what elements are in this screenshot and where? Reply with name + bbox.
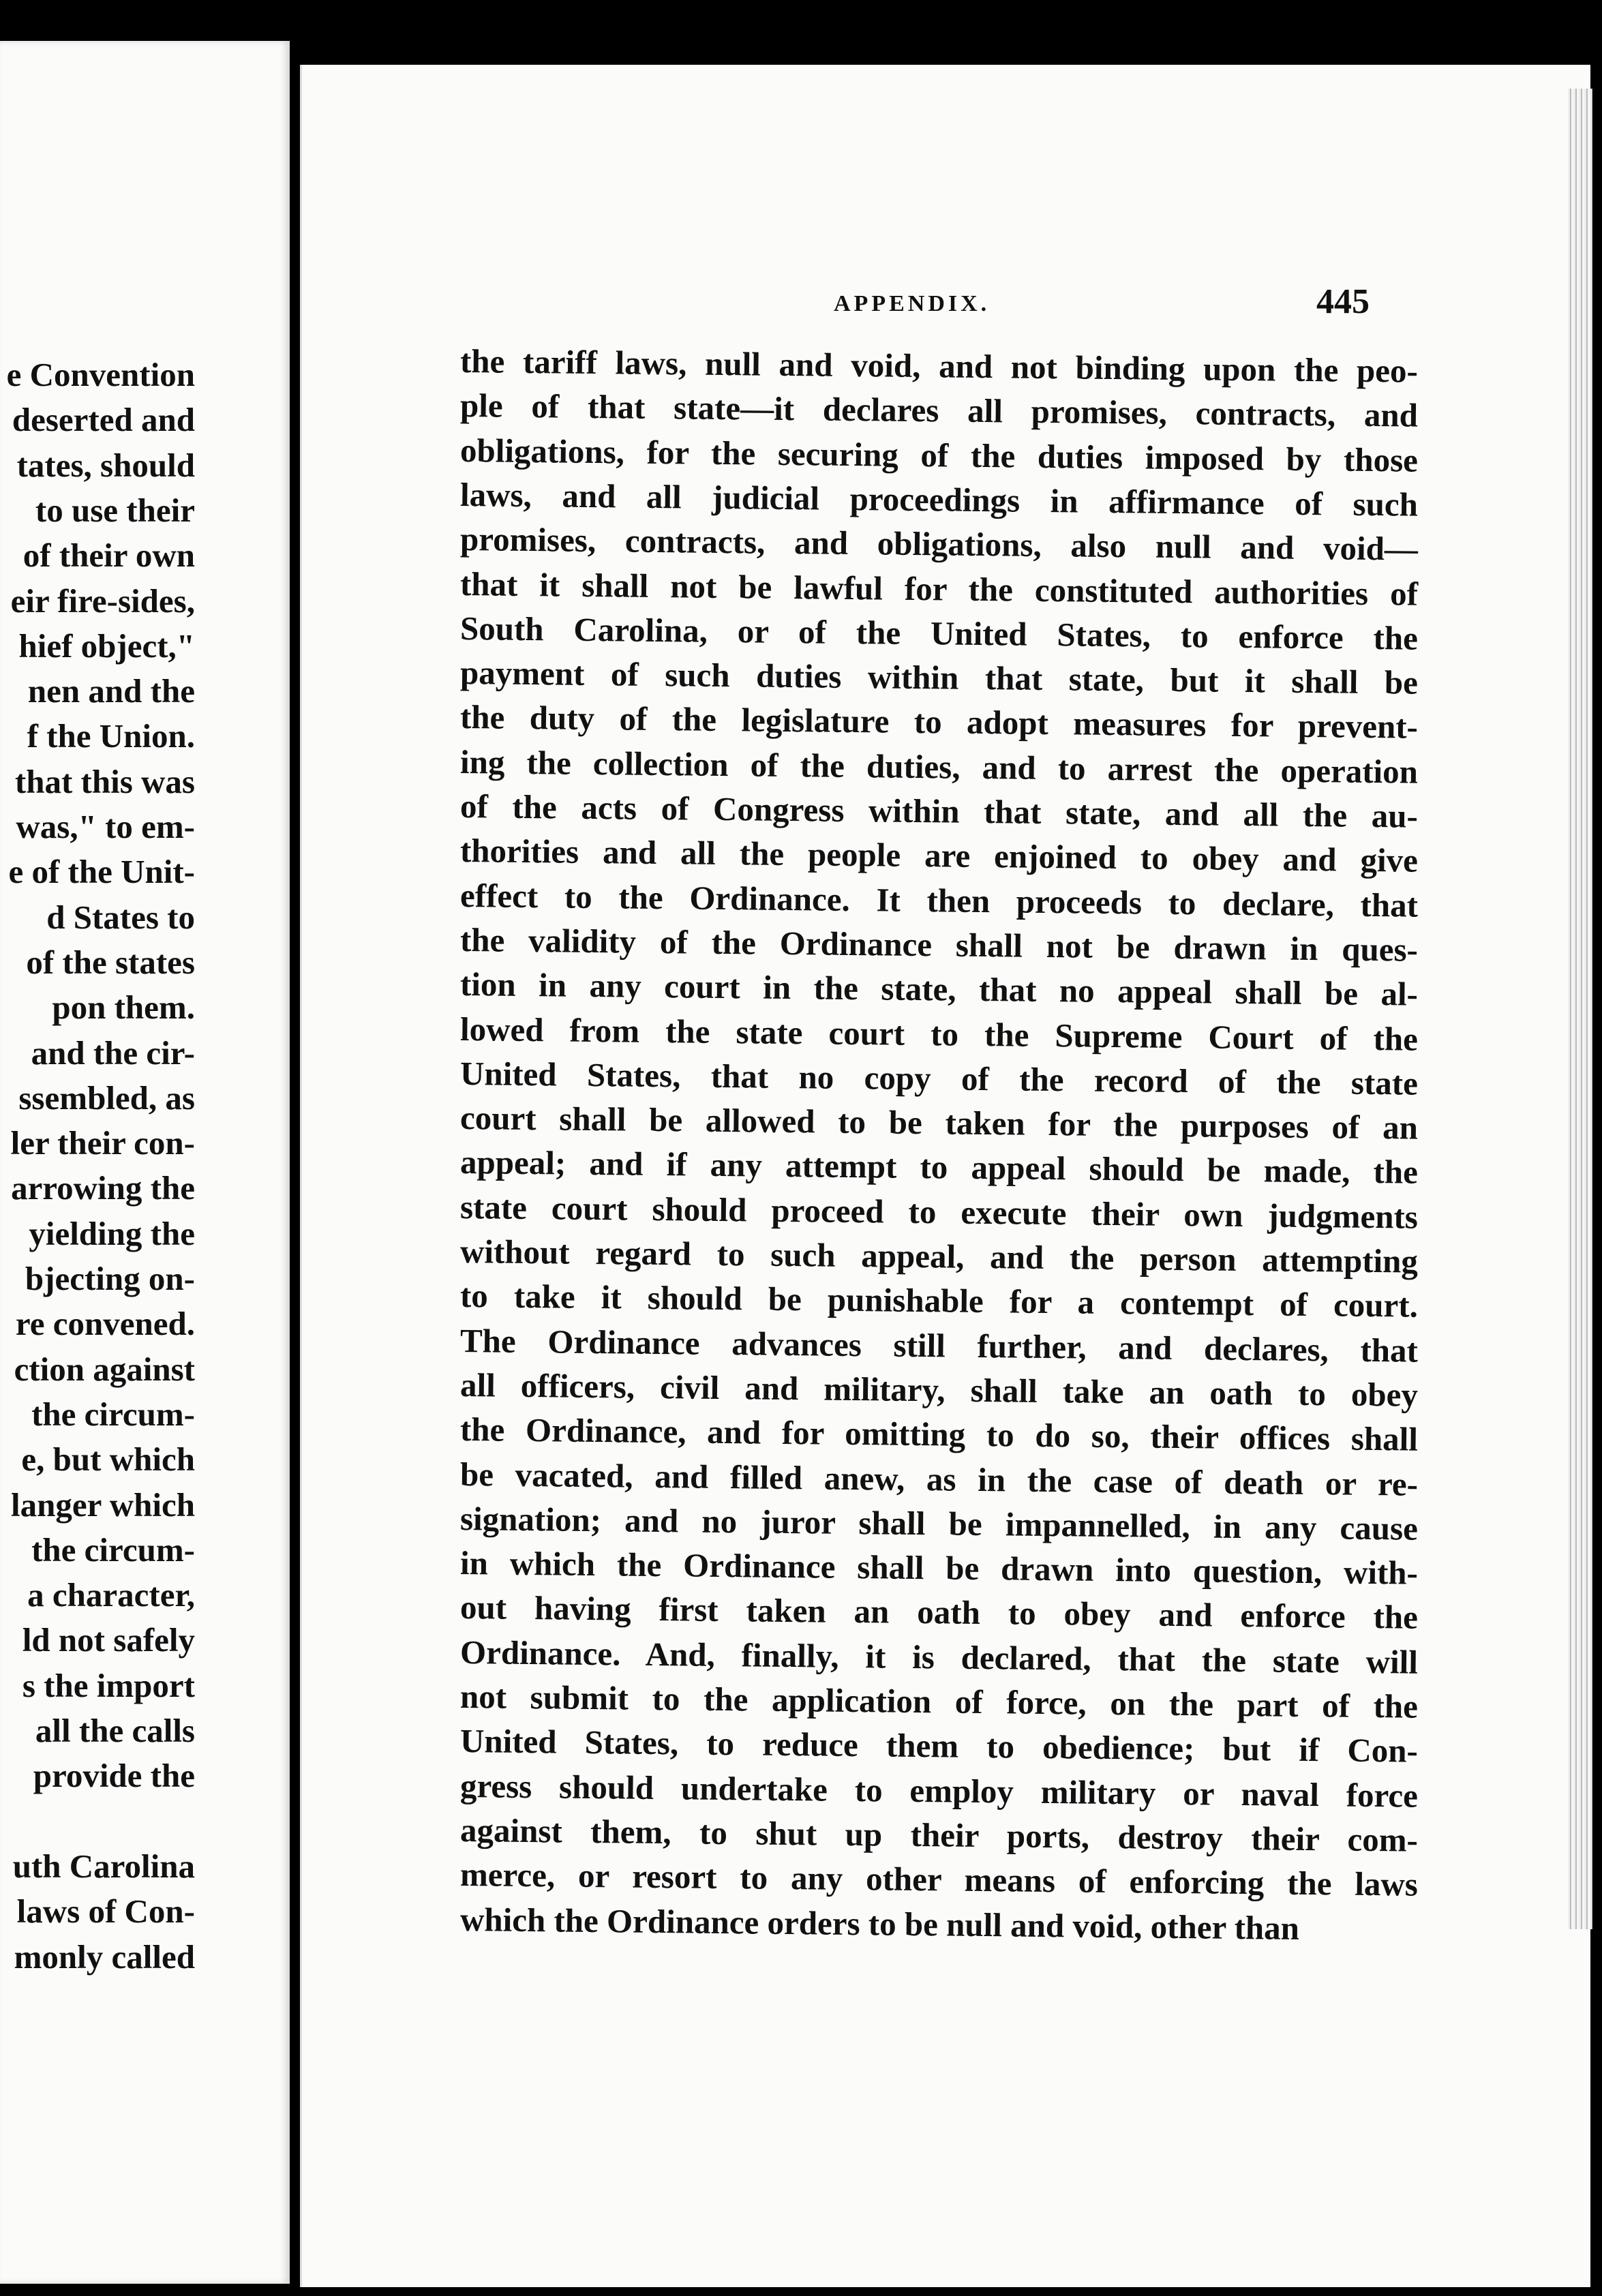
- text-line: monly called: [14, 1937, 195, 1976]
- text-line: the duty of the legislature to adopt measures for prevent-: [459, 698, 1419, 746]
- text-line: provide the: [33, 1757, 195, 1795]
- text-line: that this was: [14, 762, 195, 800]
- text-line: not submit to the application of force, on the part of the: [459, 1678, 1419, 1725]
- text-line: out having first taken an oath to obey and enforce the: [459, 1588, 1419, 1637]
- text-line: ssembled, as: [18, 1078, 195, 1117]
- right-page: [300, 65, 1590, 2287]
- text-line: of their own: [22, 537, 195, 575]
- text-line: appeal; and if any attempt to appeal should be made, the: [459, 1143, 1419, 1192]
- text-line: ction against: [14, 1350, 195, 1388]
- text-line: nen and the: [27, 672, 195, 710]
- text-line: e Convention: [6, 356, 195, 393]
- text-line: to use their: [35, 491, 195, 529]
- text-line: be vacated, and filled anew, as in the case of death or re-: [459, 1455, 1419, 1503]
- text-line: of the states: [26, 943, 195, 981]
- text-line: ld not safely: [22, 1621, 195, 1659]
- text-line: and the cir-: [31, 1033, 195, 1072]
- text-line: to take it should be punishable for a contempt of court.: [459, 1277, 1419, 1325]
- text-line: which the Ordinance orders to be null and void, other than: [459, 1900, 1300, 1947]
- text-line: deserted and: [12, 401, 195, 439]
- text-line: South Carolina, or of the United States, to enforce the: [459, 609, 1419, 657]
- text-line: against them, to shut up their ports, destroy their com-: [459, 1811, 1419, 1859]
- text-line: effect to the Ordinance. It then proceeds to declare, that: [459, 876, 1419, 924]
- text-line: re convened.: [15, 1305, 195, 1343]
- text-line: e, but which: [21, 1440, 195, 1479]
- text-line: lowed from the state court to the Supreme Court of the: [459, 1010, 1419, 1058]
- left-page: [0, 41, 290, 2284]
- text-line: signation; and no juror shall be impannelled, in any cause: [459, 1499, 1419, 1547]
- text-line: f the Union.: [27, 717, 195, 755]
- text-line: langer which: [11, 1485, 195, 1524]
- text-line: the validity of the Ordinance shall not be drawn in ques-: [459, 920, 1419, 969]
- text-line: all officers, civil and military, shall take an oath to obey: [459, 1365, 1419, 1414]
- page-number: 445: [1316, 282, 1370, 321]
- text-line: laws of Con-: [16, 1892, 195, 1931]
- text-line: of the acts of Congress within that state, and all the au-: [459, 787, 1419, 835]
- text-line: the circum-: [31, 1395, 195, 1433]
- text-line: The Ordinance advances still further, and declares, that: [459, 1321, 1419, 1370]
- text-line: hief object,": [18, 626, 195, 665]
- text-line: d States to: [46, 898, 195, 936]
- text-line: ler their con-: [10, 1124, 195, 1162]
- text-line: the Ordinance, and for omitting to do so, their offices shall: [459, 1410, 1419, 1458]
- text-line: court shall be allowed to be taken for the purposes of an: [459, 1099, 1419, 1147]
- text-line: in which the Ordinance shall be drawn into question, with-: [459, 1544, 1419, 1592]
- text-line: a character,: [27, 1576, 195, 1614]
- text-line: the circum-: [31, 1530, 195, 1569]
- text-line: s the import: [22, 1666, 195, 1704]
- text-line: e of the Unit-: [8, 853, 195, 891]
- text-line: bjecting on-: [25, 1260, 195, 1297]
- text-line: payment of such duties within that state, but it shall be: [459, 654, 1419, 701]
- text-line: all the calls: [35, 1712, 195, 1749]
- text-line: thorities and all the people are enjoined to obey and give: [459, 832, 1419, 880]
- text-line: ing the collection of the duties, and to arrest the operation: [459, 742, 1419, 791]
- text-line: ple of that state—it declares all promises, contracts, and: [459, 387, 1419, 435]
- text-line: arrowing the: [11, 1169, 195, 1207]
- text-line: uth Carolina: [12, 1847, 195, 1885]
- text-line: United States, to reduce them to obedience; but if Con-: [459, 1722, 1419, 1770]
- text-line: that it shall not be lawful for the constituted authorities of: [459, 564, 1419, 613]
- text-line: tion in any court in the state, that no appeal shall be al-: [459, 965, 1419, 1013]
- text-line: promises, contracts, and obligations, also null and void—: [459, 520, 1419, 568]
- text-line: without regard to such appeal, and the person attempting: [459, 1233, 1419, 1280]
- text-line: gress should undertake to employ military or naval force: [459, 1766, 1419, 1815]
- text-line: eir fire-sides,: [10, 581, 195, 620]
- text-line: tates, should: [16, 446, 195, 484]
- text-line: pon them.: [52, 988, 195, 1027]
- text-line: the tariff laws, null and void, and not binding upon the peo-: [459, 342, 1419, 390]
- page-edges: [1568, 89, 1592, 1929]
- text-line: Ordinance. And, finally, it is declared, that the state will: [459, 1633, 1419, 1681]
- text-line: state court should proceed to execute their own judgments: [459, 1188, 1419, 1236]
- text-line: was," to em-: [16, 808, 195, 845]
- text-line: laws, and all judicial proceedings in affirmance of such: [459, 475, 1419, 524]
- text-line: yielding the: [29, 1214, 195, 1252]
- running-head: APPENDIX.: [834, 291, 991, 316]
- text-line: obligations, for the securing of the duties imposed by those: [459, 431, 1419, 479]
- text-line: United States, that no copy of the record of the state: [459, 1054, 1419, 1102]
- text-line: merce, or resort to any other means of enforcing the laws: [459, 1856, 1419, 1903]
